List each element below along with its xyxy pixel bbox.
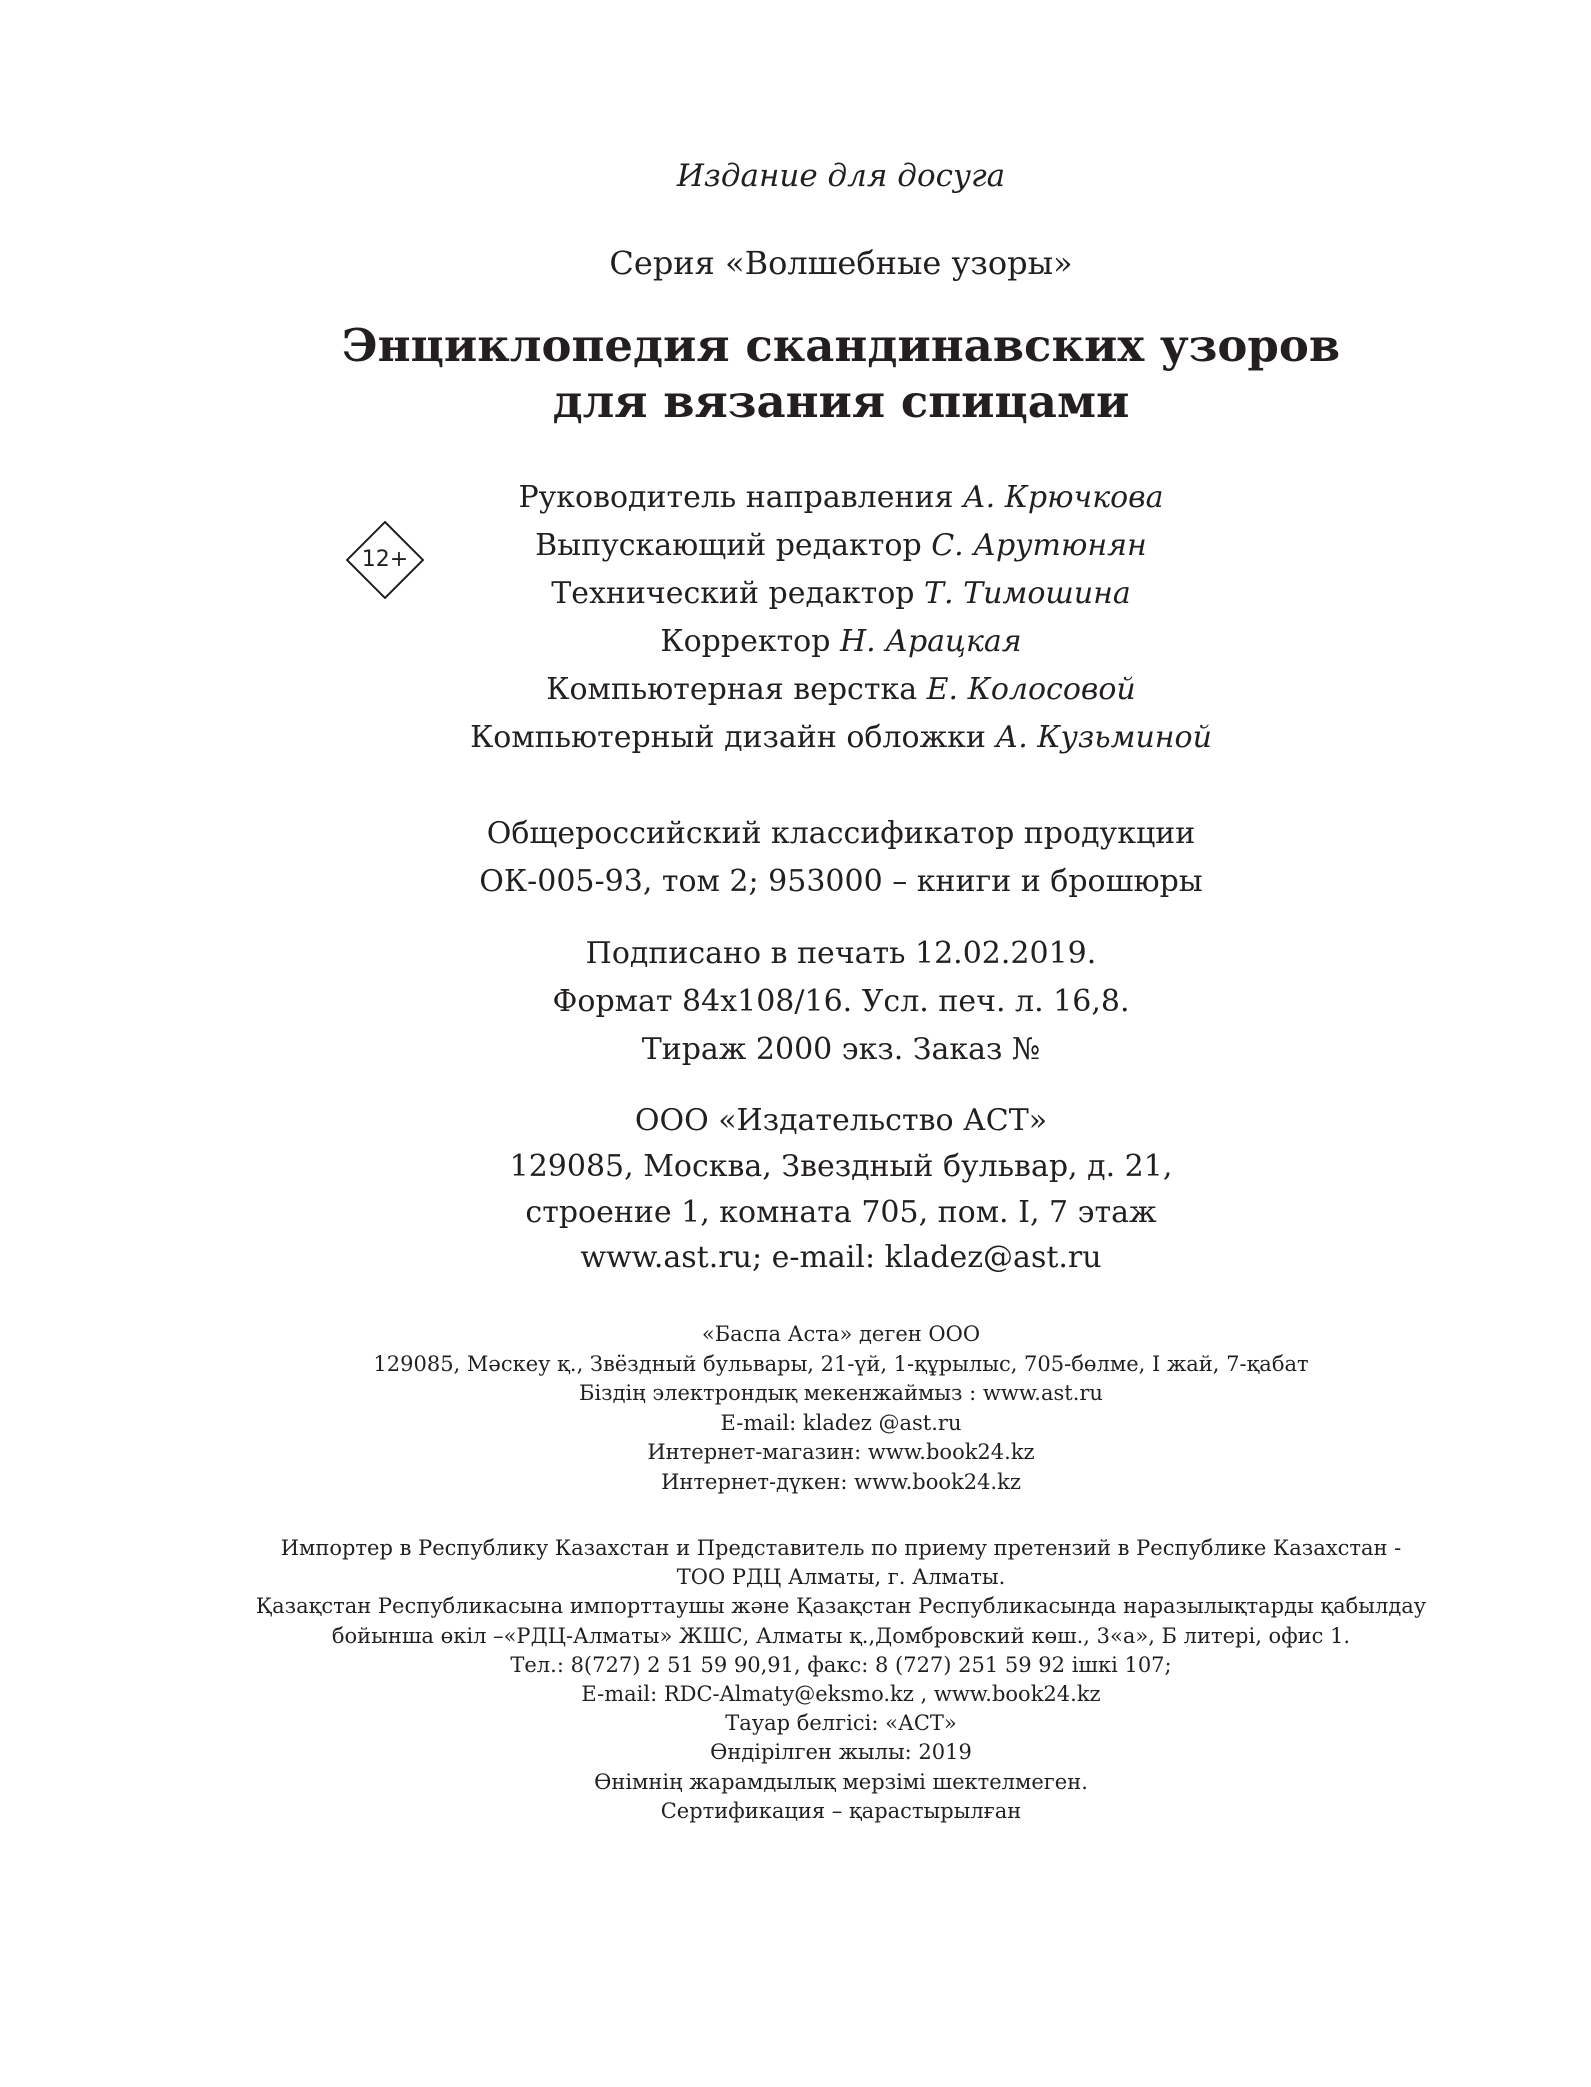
- credit-line: [0, 474, 1591, 522]
- importer-line: Қазақстан Республикасына импорттаушы және Қазақстан Республикасында наразылықтарды қабылдау: [255, 1594, 1427, 1619]
- credit-line: [0, 714, 1591, 762]
- credit-name: А. Крючкова: [962, 480, 1164, 515]
- importer-line: E-mail: RDC-Almaty@eksmo.kz , www.book24.kz: [581, 1682, 1101, 1707]
- kz-line: E-mail: kladez @ast.ru: [720, 1410, 962, 1435]
- leisure-edition-label: Издание для досуга: [676, 158, 1006, 194]
- credit-role: Компьютерный дизайн обложки: [470, 720, 986, 755]
- book-title-line-1: Энциклопедия скандинавских узоров: [341, 319, 1341, 372]
- age-rating-label: 12+: [361, 547, 409, 572]
- credit-line: [0, 618, 1591, 666]
- importer-line: ТОО РДЦ Алматы, г. Алматы.: [676, 1565, 1006, 1590]
- importer-block: [0, 1534, 1591, 1826]
- classifier-line-1: Общероссийский классификатор продукции: [486, 816, 1196, 851]
- signed-to-print: Подписано в печать 12.02.2019.: [585, 936, 1097, 971]
- credit-name: Т. Тимошина: [924, 576, 1131, 611]
- publisher-info: [0, 1098, 1591, 1236]
- kz-line: 129085, Мәскеу қ., Звёздный бульвары, 21-үй, 1-құрылыс, 705-бөлме, I жай, 7-қабат: [373, 1351, 1309, 1376]
- credit-name: А. Кузьминой: [995, 720, 1212, 755]
- book-title: [0, 318, 1591, 430]
- credit-name: С. Арутюнян: [931, 528, 1147, 563]
- importer-line: Тауар белгісі: «АСТ»: [725, 1711, 957, 1736]
- credit-role: Компьютерная верстка: [546, 672, 918, 707]
- credit-role: Выпускающий редактор: [535, 528, 922, 563]
- print-format: Формат 84x108/16. Усл. печ. л. 16,8.: [552, 984, 1130, 1019]
- importer-line: Өнімнің жарамдылық мерзімі шектелмеген.: [594, 1769, 1088, 1794]
- importer-line: бойынша өкіл –«РДЦ-Алматы» ЖШС, Алматы қ.,Домбровский көш., 3«а», Б литері, офис 1.: [331, 1623, 1351, 1648]
- kazakh-publisher-block: [0, 1320, 1591, 1497]
- publisher-address-2: строение 1, комната 705, пом. I, 7 этаж: [525, 1195, 1157, 1230]
- importer-line: Тел.: 8(727) 2 51 59 90,91, факс: 8 (727) 251 59 92 ішкі 107;: [510, 1652, 1172, 1677]
- credit-line: [0, 666, 1591, 714]
- credits-list: [0, 474, 1591, 762]
- credit-role: Технический редактор: [551, 576, 915, 611]
- publisher-name: ООО «Издательство АСТ»: [634, 1103, 1048, 1138]
- credit-line: [0, 570, 1591, 618]
- kz-line: Интернет-магазин: www.book24.kz: [647, 1440, 1035, 1464]
- publisher-contact: www.ast.ru; e-mail: kladez@ast.ru: [580, 1240, 1102, 1275]
- kz-line: Интернет-дүкен: www.book24.kz: [661, 1469, 1021, 1494]
- credit-name: Н. Арацкая: [839, 624, 1022, 659]
- importer-line: Өндірілген жылы: 2019: [710, 1740, 972, 1765]
- series-name: Серия «Волшебные узоры»: [609, 244, 1073, 282]
- kz-line: «Баспа Аста» деген ООО: [701, 1322, 981, 1346]
- credit-name: Е. Колосовой: [926, 672, 1136, 707]
- book-title-line-2: для вязания спицами: [552, 375, 1130, 428]
- importer-line: Сертификация – қарастырылған: [660, 1798, 1022, 1823]
- print-info: [0, 930, 1591, 1074]
- credit-role: Корректор: [660, 624, 831, 659]
- classifier-line-2: ОК-005-93, том 2; 953000 – книги и брошюры: [479, 864, 1203, 899]
- print-run: Тираж 2000 экз. Заказ №: [641, 1032, 1041, 1067]
- product-classifier: [0, 810, 1591, 906]
- kz-line: Біздің электрондық мекенжаймыз : www.ast.ru: [579, 1381, 1103, 1405]
- credit-line: [0, 522, 1591, 570]
- importer-line: Импортер в Республику Казахстан и Представитель по приему претензий в Республике Казахстан -: [280, 1536, 1402, 1560]
- publisher-address-1: 129085, Москва, Звездный бульвар, д. 21,: [509, 1149, 1173, 1184]
- credit-role: Руководитель направления: [518, 480, 954, 515]
